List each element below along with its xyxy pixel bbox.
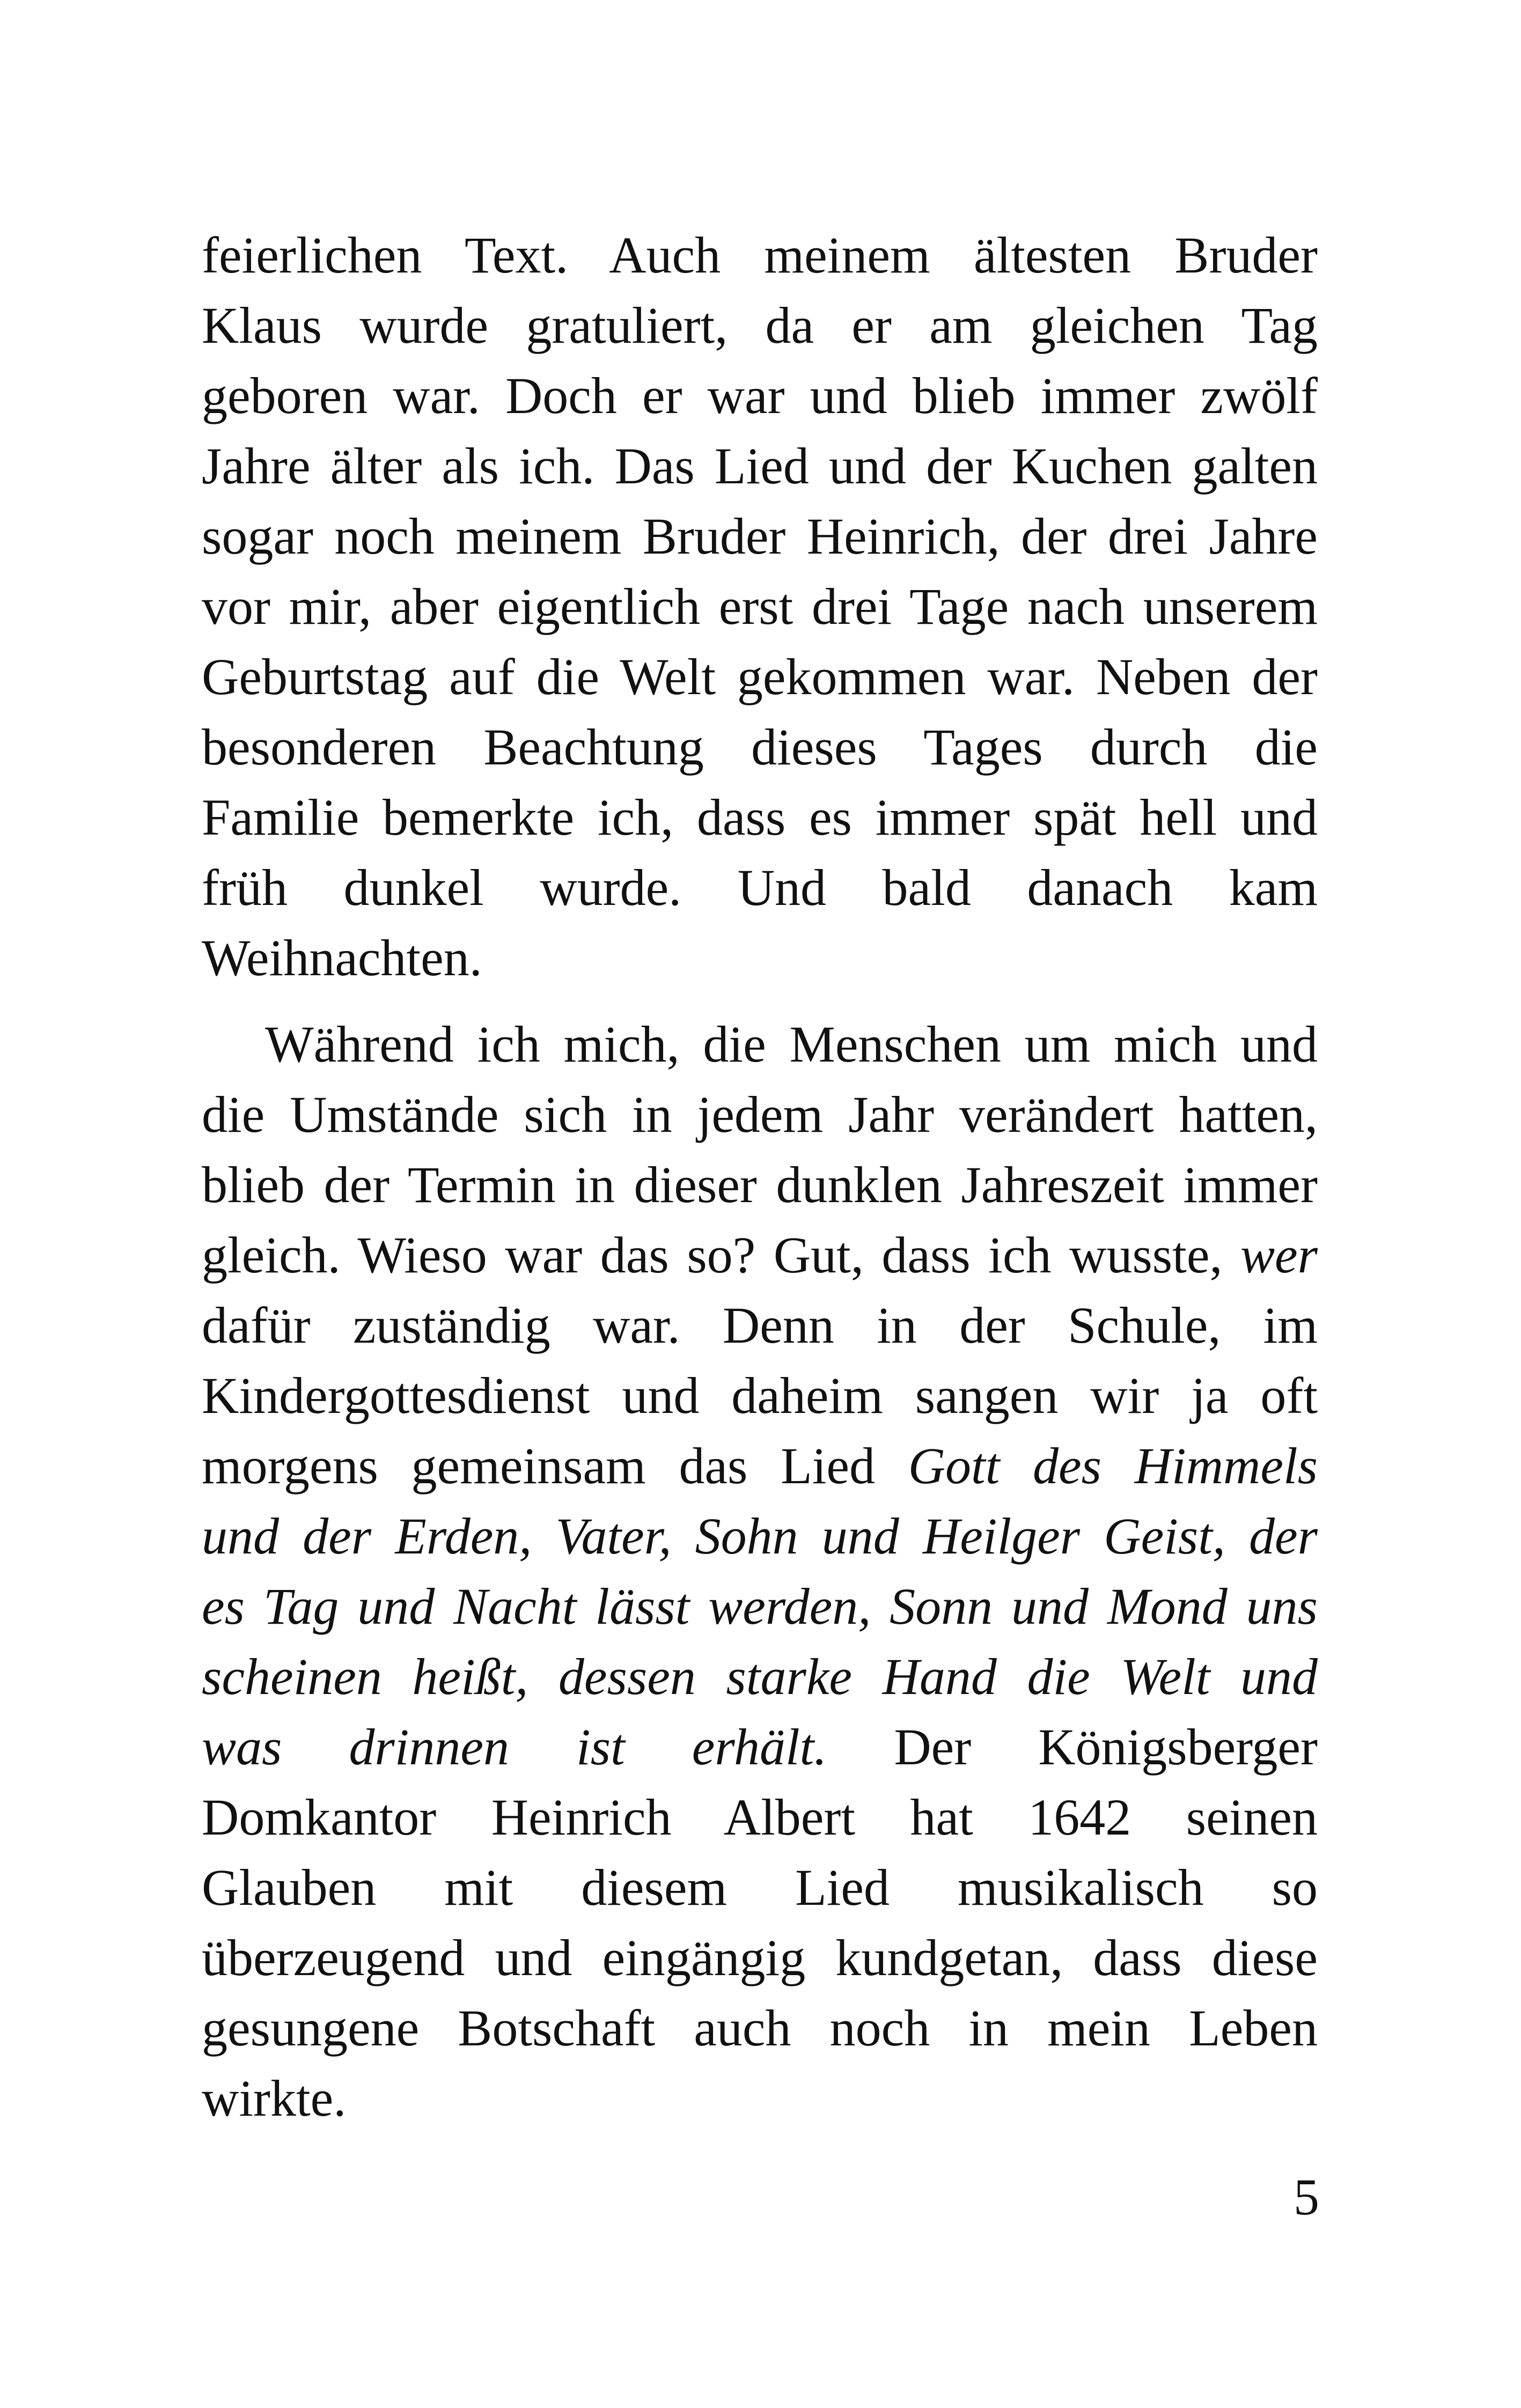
paragraph-1	[202, 220, 1318, 993]
song-title-italic: Gott des Himmels	[908, 1437, 1318, 1494]
text-line: früh dunkel wurde. Und bald danach kam	[202, 859, 1318, 916]
song-title-italic: was drinnen ist erhält.	[202, 1718, 827, 1776]
text-line: Während ich mich, die Menschen um mich und	[265, 1015, 1318, 1073]
text-line: sogar noch meinem Bruder Heinrich, der drei Jahre	[202, 507, 1318, 565]
body-text	[202, 220, 1318, 2133]
text-line: gesungene Botschaft auch noch in mein Leben	[202, 1999, 1318, 2057]
text-line: blieb der Termin in dieser dunklen Jahreszeit immer	[202, 1156, 1318, 1213]
page-number: 5	[1294, 2168, 1319, 2226]
text-line: vor mir, aber eigentlich erst drei Tage nach unserem	[202, 578, 1318, 635]
italic-word: wer	[1240, 1226, 1318, 1284]
paragraph-gap	[202, 993, 1318, 1009]
text-line-italic: es Tag und Nacht lässt werden, Sonn und Mond uns	[202, 1578, 1318, 1635]
text-line: Weihnachten.	[202, 929, 482, 986]
text-run: gleich. Wieso war das so? Gut, dass ich wusste,	[202, 1226, 1223, 1284]
text-line: dafür zuständig war. Denn in der Schule, im	[202, 1297, 1318, 1354]
text-run: morgens gemeinsam das Lied	[202, 1437, 876, 1494]
text-line: überzeugend und eingängig kundgetan, dass diese	[202, 1929, 1318, 1986]
text-line: Kindergottesdienst und daheim sangen wir ja oft	[202, 1367, 1318, 1424]
text-line-italic: scheinen heißt, dessen starke Hand die Welt und	[202, 1648, 1318, 1705]
paragraph-2	[202, 1009, 1318, 2133]
text-line: feierlichen Text. Auch meinem ältesten Bruder	[202, 226, 1318, 284]
text-line: besonderen Beachtung dieses Tages durch die	[202, 718, 1318, 776]
text-line: wirkte.	[202, 2070, 347, 2127]
text-line: Klaus wurde gratuliert, da er am gleichen Tag	[202, 297, 1318, 354]
text-line: Jahre älter als ich. Das Lied und der Kuchen galten	[202, 437, 1318, 495]
text-line	[202, 1431, 1318, 1501]
text-line: die Umstände sich in jedem Jahr verändert hatten,	[202, 1086, 1318, 1143]
text-line: Glauben mit diesem Lied musikalisch so	[202, 1859, 1318, 1916]
text-line-italic: und der Erden, Vater, Sohn und Heilger Geist, der	[202, 1507, 1318, 1565]
text-run: Der Königsberger	[894, 1718, 1318, 1776]
text-line	[202, 1712, 1318, 1782]
text-line	[202, 1220, 1318, 1290]
text-line: Geburtstag auf die Welt gekommen war. Neben der	[202, 648, 1318, 705]
text-line: Domkantor Heinrich Albert hat 1642 seinen	[202, 1788, 1318, 1846]
text-line: Familie bemerkte ich, dass es immer spät hell und	[202, 789, 1318, 846]
text-line: geboren war. Doch er war und blieb immer zwölf	[202, 367, 1318, 424]
